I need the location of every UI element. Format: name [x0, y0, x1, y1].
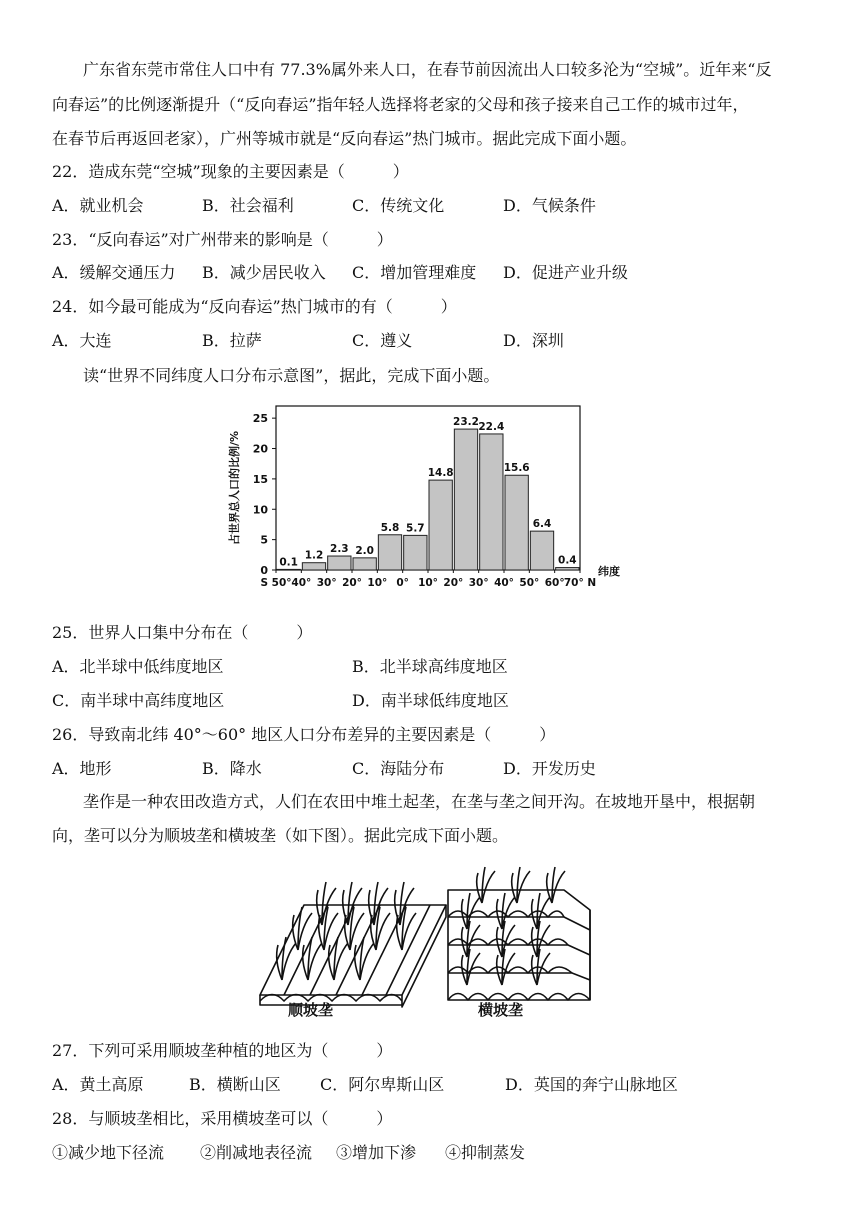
x-tick-label: 60° [544, 577, 565, 589]
x-tick-label: 40° [291, 577, 312, 589]
bar-10 [505, 475, 528, 570]
question-26-option-a[interactable]: A．地形 [52, 759, 112, 778]
bar-9 [480, 434, 503, 570]
question-26-option-d[interactable]: D．开发历史 [503, 759, 596, 778]
bar-7 [429, 480, 452, 570]
question-26-option-b[interactable]: B．降水 [202, 759, 262, 778]
passage1-line-1: 广东省东莞市常住人口中有 77.3%属外来人口，在春节前因流出人口较多沦为“空城”。近年来“反 [83, 60, 772, 79]
bar-3 [328, 556, 351, 570]
y-tick-label: 0 [260, 564, 268, 577]
y-tick-label: 25 [252, 412, 268, 426]
x-tick-label: 20° [443, 577, 464, 589]
question-24-option-d[interactable]: D．深圳 [503, 331, 564, 350]
question-23-option-c[interactable]: C．增加管理难度 [352, 263, 477, 282]
bar-value-label: 15.6 [503, 462, 530, 475]
passage1-line-3: 在春节后再返回老家），广州等城市就是“反向春运”热门城市。据此完成下面小题。 [52, 129, 637, 148]
y-tick-label: 10 [252, 503, 268, 517]
question-25-option-a[interactable]: A．北半球中低纬度地区 [52, 657, 224, 676]
bar-12 [556, 568, 579, 570]
downslope-ridge-label: 顺坡垄 [288, 1001, 334, 1019]
x-tick-label: 0° [396, 577, 409, 589]
passage3-line-2: 向，垄可以分为顺坡垄和横坡垄（如下图）。据此完成下面小题。 [52, 826, 509, 845]
bar-value-label: 6.4 [532, 518, 552, 531]
y-tick-label: 5 [260, 533, 268, 547]
question-26-option-c[interactable]: C．海陆分布 [352, 759, 445, 778]
y-axis-label: 占世界总人口的比例/% [228, 430, 241, 546]
bar-value-label: 2.3 [330, 543, 349, 556]
question-23-option-b[interactable]: B．减少居民收入 [202, 263, 326, 282]
x-tick-label: 50° [519, 577, 540, 589]
question-27-option-d[interactable]: D．英国的奔宁山脉地区 [505, 1075, 678, 1094]
population-latitude-chart [224, 398, 624, 594]
x-tick-label: 40° [494, 577, 514, 589]
x-tick-label: 10° [367, 577, 388, 589]
question-25-option-b[interactable]: B．北半球高纬度地区 [352, 657, 508, 676]
x-tick-label: 30° [468, 577, 489, 589]
bar-value-label: 0.4 [558, 554, 577, 567]
crossslope-ridge-drawing [448, 867, 590, 1000]
bar-5 [378, 535, 401, 570]
bar-value-label: 1.2 [304, 549, 324, 562]
question-23-stem: 23．“反向春运”对广州带来的影响是（ ） [52, 230, 393, 249]
question-26-stem: 26．导致南北纬 40°～60° 地区人口分布差异的主要因素是（ ） [52, 725, 556, 744]
passage1-line-2: 向春运”的比例逐渐提升（“反向春运”指年轻人选择将老家的父母和孩子接来自己工作的城市过年， [52, 95, 749, 114]
y-tick-label: 15 [252, 472, 268, 486]
bar-4 [353, 558, 376, 570]
ridge-figure [252, 855, 608, 1020]
bar-value-label: 5.8 [380, 521, 400, 534]
chart-intro: 读“世界不同纬度人口分布示意图”，据此，完成下面小题。 [83, 366, 500, 385]
x-tick-label: 10° [418, 577, 438, 589]
question-22-option-d[interactable]: D．气候条件 [503, 196, 596, 215]
x-tick-label: 30° [316, 577, 337, 589]
question-27-stem: 27．下列可采用顺坡垄种植的地区为（ ） [52, 1041, 393, 1060]
y-tick-label: 20 [252, 442, 268, 456]
question-28-item-2[interactable]: ②削减地表径流 [200, 1143, 313, 1162]
question-27-option-b[interactable]: B．横断山区 [189, 1075, 281, 1094]
bar-value-label: 23.2 [453, 416, 479, 429]
question-28-item-3[interactable]: ③增加下渗 [336, 1143, 417, 1162]
bar-value-label: 5.7 [406, 522, 425, 535]
question-22-option-b[interactable]: B．社会福利 [202, 196, 294, 215]
bar-value-label: 0.1 [279, 556, 298, 569]
question-23-option-d[interactable]: D．促进产业升级 [503, 263, 628, 282]
question-28-item-1[interactable]: ①减少地下径流 [52, 1143, 165, 1162]
question-22-stem: 22．造成东莞“空城”现象的主要因素是（ ） [52, 162, 409, 181]
bar-1 [277, 569, 300, 570]
x-axis-label: 纬度 [598, 565, 620, 578]
question-28-stem: 28．与顺坡垄相比，采用横坡垄可以（ ） [52, 1109, 393, 1128]
question-24-option-b[interactable]: B．拉萨 [202, 331, 262, 350]
question-25-stem: 25．世界人口集中分布在（ ） [52, 623, 313, 642]
question-27-option-c[interactable]: C．阿尔卑斯山区 [320, 1075, 445, 1094]
bar-2 [302, 563, 325, 570]
bar-8 [454, 429, 477, 570]
passage3-line-1: 垄作是一种农田改造方式，人们在农田中堆土起垄，在垄与垄之间开沟。在坡地开垦中，根据朝 [83, 792, 756, 811]
question-28-item-4[interactable]: ④抑制蒸发 [445, 1143, 526, 1162]
bar-6 [404, 535, 427, 570]
x-tick-label: 20° [342, 577, 362, 589]
downslope-ridge-drawing [260, 882, 446, 1007]
question-27-option-a[interactable]: A．黄土高原 [52, 1075, 144, 1094]
question-24-stem: 24．如今最可能成为“反向春运”热门城市的有（ ） [52, 297, 457, 316]
x-tick-label: 70° N [563, 577, 597, 589]
bar-value-label: 14.8 [427, 467, 454, 480]
bar-value-label: 22.4 [478, 420, 505, 433]
question-23-option-a[interactable]: A．缓解交通压力 [52, 263, 176, 282]
question-22-option-c[interactable]: C．传统文化 [352, 196, 445, 215]
question-25-option-c[interactable]: C．南半球中高纬度地区 [52, 691, 225, 710]
question-22-option-a[interactable]: A．就业机会 [52, 196, 144, 215]
question-24-option-c[interactable]: C．遵义 [352, 331, 413, 350]
crossslope-ridge-label: 横坡垄 [478, 1001, 524, 1019]
bar-11 [530, 531, 553, 570]
bar-value-label: 2.0 [355, 544, 374, 557]
question-24-option-a[interactable]: A．大连 [52, 331, 112, 350]
x-tick-label: S 50° [260, 577, 292, 589]
question-25-option-d[interactable]: D．南半球低纬度地区 [352, 691, 509, 710]
